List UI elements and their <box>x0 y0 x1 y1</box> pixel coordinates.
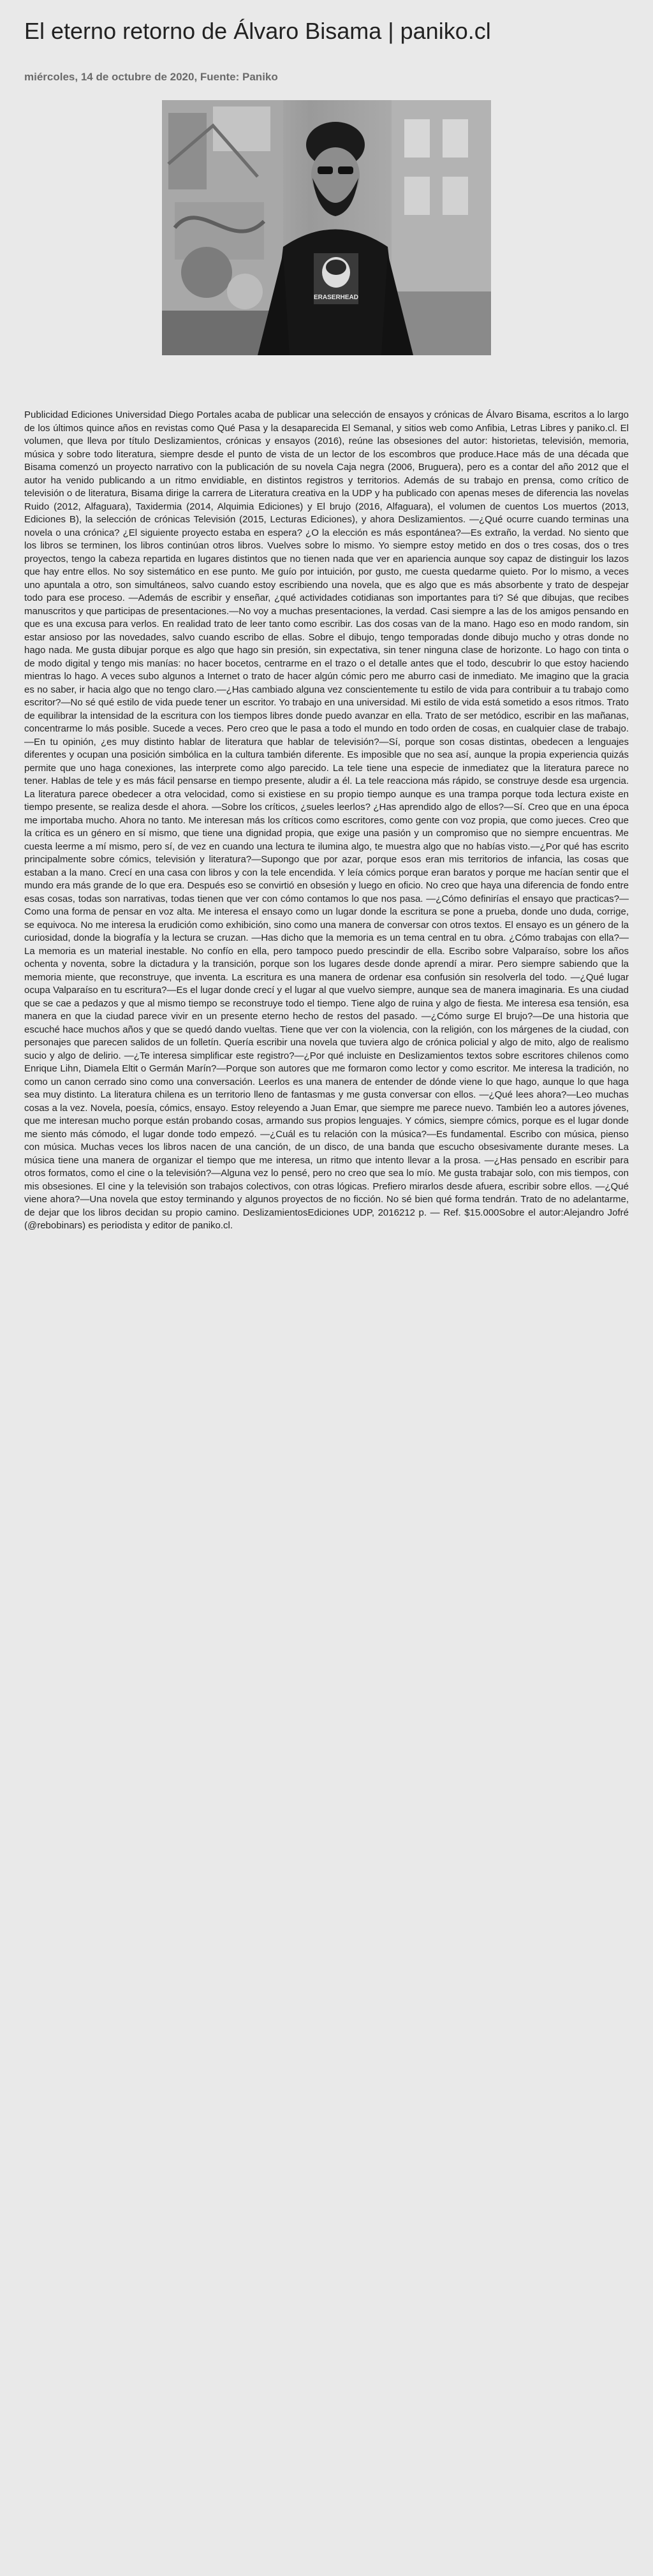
author-photo <box>162 100 491 355</box>
article-body: Publicidad Ediciones Universidad Diego Portales acaba de publicar una selección de ensayos y crónicas de Álvaro Bisama, escritos a lo largo de los últimos quince años en revistas como Qué Pasa y la desaparecida El Semanal, y sitios web como Anfibia, Letras Libres y paniko.cl. El volumen, que lleva por título Deslizamientos, crónicas y ensayos (2016), reúne las obsesiones del autor: historietas, televisión, memoria, música y sobre todo literatura, siempre desde el punto de vista de un lector de los escombros que produce.Hace más de una década que Bisama comenzó un proyecto narrativo con la publicación de su novela Caja negra (2006, Bruguera), pero es a contar del año 2012 que el autor ha venido publicando a un ritmo envidiable, en distintos registros y territorios. Además de su trabajo en prensa, como crítico de televisión o de literatura, Bisama dirige la carrera de Literatura creativa en la UDP y ha publicado con apenas meses de diferencia las novelas Ruido (2012, Alfaguara), Taxidermia (2014, Alquimia Ediciones) y El brujo (2016, Alfaguara), el volumen de cuentos Los muertos (2013, Ediciones B), la selección de crónicas Televisión (2015, Lecturas Ediciones), y ahora Deslizamientos. —¿Qué ocurre cuando terminas una novela o una crónica? ¿El siguiente proyecto estaba en espera? ¿O la elección es más espontánea?—Es extraño, la verdad. No siento que los libros se terminen, los libros continúan otros libros. Vuelves sobre lo mismo. Yo siempre estoy metido en dos o tres cosas, dos o tres proyectos, tengo la cabeza repartida en lugares distintos que no tienen nada que ver en apariencia aunque soy capaz de distinguir los lazos que hay entre ellos. No soy sistemático en ese punto. Me guío por intuición, por gusto, me cuesta quedarme quieto. Por lo mismo, a veces uno apuntala a otro, son simultáneos, salvo cuando estoy escribiendo una novela, que es algo que es más absorbente y trato de despejar todo para ese proceso. —Además de escribir y enseñar, ¿qué actividades cotidianas son importantes para ti? Sé que dibujas, que recibes manuscritos y que participas de presentaciones.—No voy a muchas presentaciones, la verdad. Casi siempre a las de los amigos pensando en que es una excusa para verlos. En realidad trato de leer tanto como escribir. Las dos cosas van de la mano. Hago eso en modo random, sin estar ansioso por las novedades, salvo cuando escribo de ellas. Sobre el dibujo, tengo temporadas donde dibujo mucho y otras donde no hago nada. Me gusta dibujar porque es algo que hago sin presión, sin expectativa, sin tener ninguna clase de horizonte. Lo hago con tinta o de modo digital y tengo mis manías: no hacer bocetos, centrarme en el trazo o el detalle antes que el todo, descubrir lo que estoy haciendo mientras lo hago. A veces subo algunos a Internet o trato de hacer algún cómic pero me aburro casi de inmediato. Me imagino que la gracia es no saber, ir hacia algo que no tengo claro.—¿Has cambiado alguna vez conscientemente tu estilo de vida para contribuir a tu trabajo como escritor?—No sé qué estilo de vida puede tener un escritor. Yo trabajo en una universidad. Mi estilo de vida está sometido a esos ritmos. Trato de equilibrar la intensidad de la escritura con los tiempos libres donde puedo avanzar en ella. Trato de ser metódico, escribir en las mañanas, concentrarme lo más posible. Sucede a veces. Pero creo que le pasa a todo el mundo en todo orden de cosas, en cualquier clase de trabajo. —En tu opinión, ¿es muy distinto hablar de literatura que hablar de televisión?—Sí, porque son cosas distintas, obedecen a lenguajes diferentes y ocupan una posición simbólica en la cultura también diferente. Es imposible que no sea así, aunque la propia experiencia quizás permite que uno haga conexiones, las interprete como algo parecido. La tele tiene una especie de inmediatez que la literatura parece no tener. Hablas de tele y es más fácil pensarse en tiempo presente, aludir a él. La tele reacciona más rápido, se construye desde esa urgencia. La literatura parece obedecer a otra velocidad, como si existiese en su propio tiempo aunque es una trampa porque toda lectura existe en tiempo presente, se realiza desde el ahora. —Sobre los críticos, ¿sueles leerlos? ¿Has aprendido algo de ellos?—Sí. Creo que en una época me importaba mucho. Ahora no tanto. Me interesan más los críticos como escritores, como gente con voz propia, que como jueces. Creo que la crítica es un género en sí mismo, que tiene una dignidad propia, que exige una pasión y un compromiso que no siempre encuentras. Me cuesta leerme a mí mismo, pero sí, de vez en cuando una lectura te ilumina algo, te muestra algo que no habías visto.—¿Por qué has escrito principalmente sobre cómics, televisión y literatura?—Supongo que por azar, porque esos eran mis territorios de infancia, las cosas que estaban a la mano. Crecí en una casa con libros y con la tele encendida. Y leía cómics porque eran baratos y porque me hacían sentir que el mundo era más grande de lo que era. Después eso se convirtió en obsesión y luego en oficio. No creo que haya una diferencia de fondo entre esas cosas, todas son narrativas, todas tienen que ver con cómo contamos lo que nos pasa. —¿Cómo definirías el ensayo que practicas?—Como una forma de pensar en voz alta. Me interesa el ensayo como un lugar donde la escritura se pone a prueba, donde uno duda, corrige, se equivoca. No me interesa la erudición como exhibición, sino como una manera de conversar con otros textos. El ensayo es un género de la curiosidad, donde la biografía y la lectura se cruzan. —Has dicho que la memoria es un tema central en tu obra. ¿Cómo trabajas con ella?—La memoria es un material inestable. No confío en ella, pero tampoco puedo prescindir de ella. Escribo sobre Valparaíso, sobre los años ochenta y noventa, sobre la dictadura y la transición, porque son los lugares desde donde aprendí a mirar. Pero siempre sabiendo que la memoria miente, que reconstruye, que inventa. La escritura es una manera de ordenar esa confusión sin resolverla del todo. —¿Qué lugar ocupa Valparaíso en tu escritura?—Es el lugar donde crecí y el lugar al que vuelvo siempre, aunque sea de manera imaginaria. Es una ciudad que se cae a pedazos y que al mismo tiempo se reconstruye todo el tiempo. Tiene algo de ruina y algo de fiesta. Me interesa esa tensión, esa manera en que la ciudad parece vivir en un presente eterno hecho de restos del pasado. —¿Cómo surge El brujo?—De una historia que escuché hace muchos años y que se quedó dando vueltas. Tiene que ver con la violencia, con la religión, con los márgenes de la ciudad, con personajes que parecen salidos de un folletín. Quería escribir una novela que tuviera algo de crónica policial y algo de mito, algo de realismo sucio y algo de delirio. —¿Te interesa simplificar este registro?—¿Por qué incluiste en Deslizamientos textos sobre escritores chilenos como Enrique Lihn, Diamela Eltit o Germán Marín?—Porque son autores que me formaron como lector y como escritor. Me interesa la tradición, no como un canon cerrado sino como una conversación. Leerlos es una manera de entender de dónde viene lo que hago, aunque lo que haga sea muy distinto. La literatura chilena es un territorio lleno de fantasmas y me gusta conversar con ellos. —¿Qué lees ahora?—Leo muchas cosas a la vez. Novela, poesía, cómics, ensayo. Estoy releyendo a Juan Emar, que siempre me parece nuevo. También leo a autores jóvenes, que me interesan mucho porque están probando cosas, armando sus propios lenguajes. Y cómics, siempre cómics, porque es el lugar donde me siento más cómodo, el lugar donde todo empezó. —¿Cuál es tu relación con la música?—Es fundamental. Escribo con música, pienso con música. Muchas veces los libros nacen de una canción, de un disco, de una banda que escucho obsesivamente durante meses. La música tiene una manera de organizar el tiempo que me interesa, un ritmo que intento llevar a la prosa. —¿Has pensado en escribir para otros formatos, como el cine o la televisión?—Alguna vez lo pensé, pero no creo que sea lo mío. Me gusta trabajar solo, con mis tiempos, con mis obsesiones. El cine y la televisión son trabajos colectivos, con otras lógicas. Prefiero mirarlos desde afuera, escribir sobre ellos. —¿Qué viene ahora?—Una novela que estoy terminando y algunos proyectos de no ficción. No sé bien qué forma tendrán. Trato de no adelantarme, de dejar que los libros decidan su propio camino. DeslizamientosEdiciones UDP, 2016212 p. — Ref. $15.000Sobre el autor:Alejandro Jofré (@rebobinars) es periodista y editor de paniko.cl. <box>24 409 629 1232</box>
page-title: El eterno retorno de Álvaro Bisama | paniko.cl <box>24 18 491 44</box>
photo-container <box>24 100 629 355</box>
article-meta: miércoles, 14 de octubre de 2020, Fuente: Paniko <box>24 71 278 84</box>
author-photo-illustration <box>162 100 491 355</box>
svg-text:ERASERHEAD: ERASERHEAD <box>313 294 359 302</box>
